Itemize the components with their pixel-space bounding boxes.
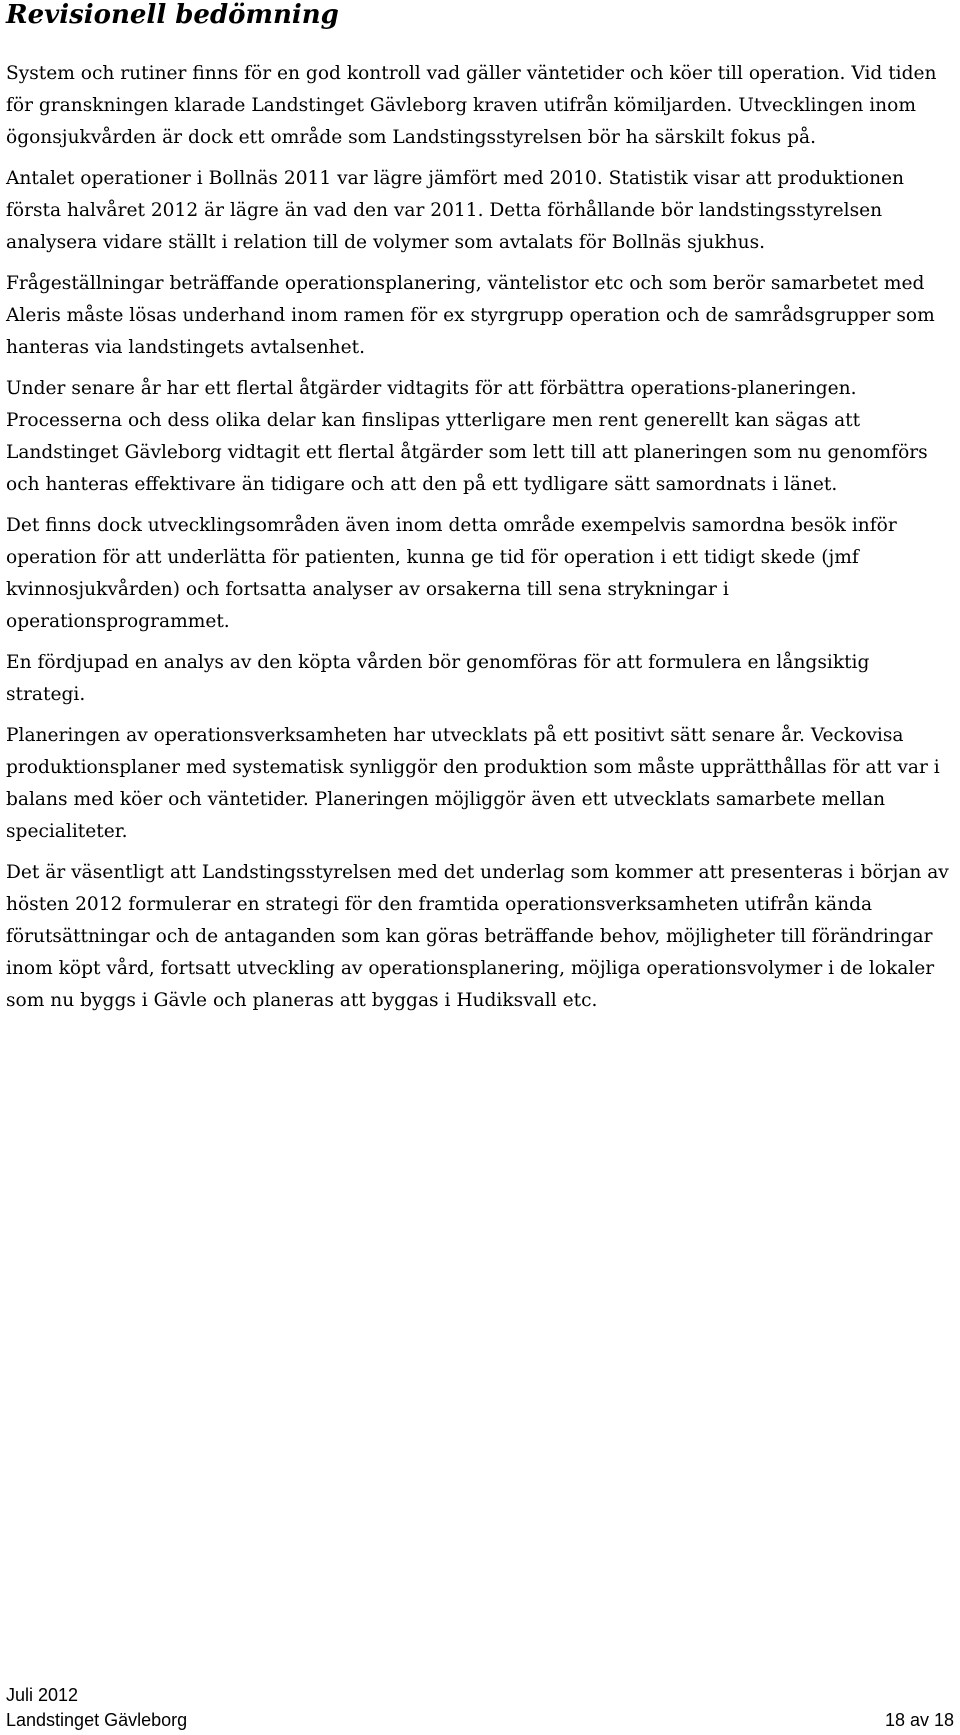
body-text — [6, 58, 954, 1017]
footer-date: Juli 2012 — [6, 1685, 79, 1705]
paragraph-3: Frågeställningar beträffande operationsplanering, väntelistor etc och som berör samarbetet med Aleris måste lösas underhand inom ramen för ex styrgrupp operation och de samrådsgrupper som hanteras via landstingets avtalsenhet. — [6, 273, 935, 358]
footer-organization: Landstinget Gävleborg — [6, 1710, 188, 1730]
section-heading: Revisionell bedömning — [6, 0, 339, 30]
paragraph-8: Det är väsentligt att Landstingsstyrelsen med det underlag som kommer att presenteras i början av hösten 2012 formulerar en strategi för den framtida operationsverksamheten utifrån kända förutsättningar och de antaganden som kan göras beträffande behov, möjligheter till förändringar inom köpt vård, fortsatt utveckling av operationsplanering, möjliga operationsvolymer i de lokaler som nu byggs i Gävle och planeras att byggas i Hudiksvall etc. — [6, 862, 949, 1011]
paragraph-6: En fördjupad en analys av den köpta vården bör genomföras för att formulera en långsiktig strategi. — [6, 652, 870, 705]
paragraph-2: Antalet operationer i Bollnäs 2011 var lägre jämfört med 2010. Statistik visar att produktionen första halvåret 2012 är lägre än vad den var 2011. Detta förhållande bör landstingsstyrelsen analysera vidare ställt i relation till de volymer som avtalats för Bollnäs sjukhus. — [6, 168, 905, 253]
paragraph-1: System och rutiner finns för en god kontroll vad gäller väntetider och köer till operation. Vid tiden för granskningen klarade Landstinget Gävleborg kraven utifrån kömiljarden. Utvecklingen inom ögonsjukvården är dock ett område som Landstingsstyrelsen bör ha särskilt fokus på. — [6, 63, 937, 148]
paragraph-4: Under senare år har ett flertal åtgärder vidtagits för att förbättra operations-planeringen. Processerna och dess olika delar kan finslipas ytterligare men rent generellt kan sägas att Landstinget Gävleborg vidtagit ett flertal åtgärder som lett till att planeringen som nu genomförs och hanteras effektivare än tidigare och att den på ett tydligare sätt samordnats i länet. — [6, 378, 928, 495]
footer-page-number: 18 av 18 — [884, 1710, 954, 1730]
footer — [6, 1709, 954, 1731]
paragraph-5: Det finns dock utvecklingsområden även inom detta område exempelvis samordna besök inför operation för att underlätta för patienten, kunna ge tid för operation i ett tidigt skede (jmf kvinnosjukvården) och fortsatta analyser av orsakerna till sena strykningar i operationsprogrammet. — [6, 515, 897, 632]
paragraph-7: Planeringen av operationsverksamheten har utvecklats på ett positivt sätt senare år. Veckovisa produktionsplaner med systematisk synliggör den produktion som måste upprätthållas för att var i balans med köer och väntetider. Planeringen möjliggör även ett utvecklats samarbete mellan specialiteter. — [6, 725, 940, 842]
